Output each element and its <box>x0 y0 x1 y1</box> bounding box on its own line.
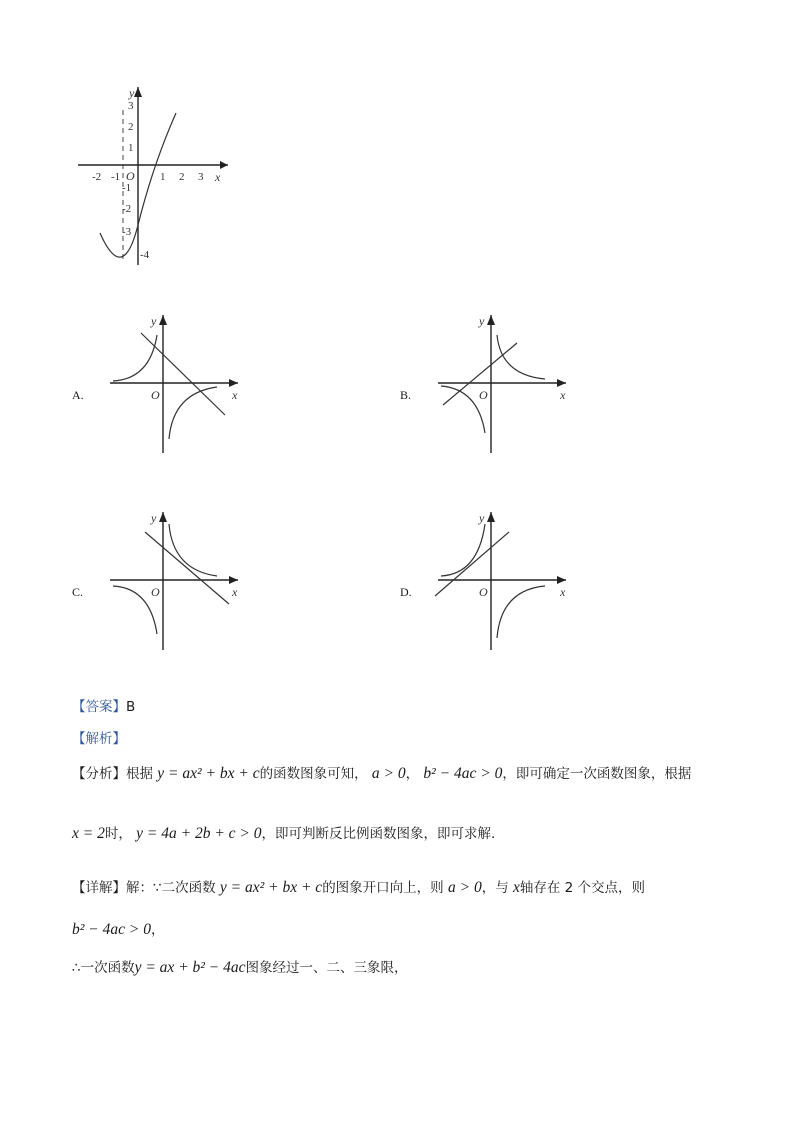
xiangjie-formula-discriminant: b² − 4ac > 0 <box>72 921 151 938</box>
option-b-label: B. <box>400 388 412 402</box>
xiangjie-formula-a: a > 0 <box>447 879 482 896</box>
xiangjie-text-5: ， <box>150 922 165 938</box>
option-c-y-label: y <box>151 511 157 525</box>
xiangjie-formula-x: x <box>513 879 520 896</box>
option-c-x-label: x <box>232 585 238 599</box>
fenxi-text-6: ，即可判断反比例函数图象，即可求解. <box>261 826 496 842</box>
tick-y-neg2: -2 <box>122 203 132 215</box>
option-d-x-label: x <box>560 585 566 599</box>
fenxi-formula-x2: x = 2 <box>72 825 105 842</box>
fenxi-formula-value: y = 4a + 2b + c > 0 <box>136 825 262 842</box>
fenxi-formula-quadratic: y = ax² + bx + c <box>157 765 260 782</box>
xiangjie-text-6: ∴一次函数 <box>72 960 135 976</box>
tick-y-neg3: -3 <box>122 226 132 238</box>
analysis-heading <box>72 727 126 747</box>
analysis-tag: 【解析】 <box>72 731 126 747</box>
tick-x-neg1: -1 <box>111 171 121 183</box>
tick-y-3: 3 <box>128 100 134 112</box>
tick-y-2: 2 <box>128 121 134 133</box>
answer-line <box>72 695 135 715</box>
xiangjie-line-3 <box>72 956 408 977</box>
fenxi-text-4: ，即可确定一次函数图象，根据 <box>502 766 692 782</box>
fenxi-line-1 <box>72 762 691 783</box>
option-d-label: D. <box>400 585 412 599</box>
xiangjie-text-2: 的图象开口向上，则 <box>322 880 444 896</box>
option-a-origin: O <box>151 388 160 402</box>
axis-x-label: x <box>215 170 221 184</box>
option-a-graph <box>105 313 245 453</box>
option-c-origin: O <box>151 585 160 599</box>
tick-x-3: 3 <box>198 171 204 183</box>
tick-x-2: 2 <box>179 171 185 183</box>
option-d-y-label: y <box>479 511 485 525</box>
xiangjie-formula-linear: y = ax + b² − 4ac <box>134 959 246 976</box>
fenxi-formula-a: a > 0 <box>371 765 406 782</box>
option-b-origin: O <box>479 388 488 402</box>
tick-x-neg2: -2 <box>92 171 102 183</box>
option-d-origin: O <box>479 585 488 599</box>
axis-y-label: y <box>129 86 135 100</box>
fenxi-text-2: 的函数图象可知， <box>259 766 368 782</box>
fenxi-formula-discriminant: b² − 4ac > 0 <box>423 765 503 782</box>
fenxi-text-5: 时， <box>104 826 132 842</box>
xiangjie-tag: 【详解】 <box>72 880 126 896</box>
parabola-graph <box>78 85 248 275</box>
fenxi-text-3: ， <box>405 766 420 782</box>
option-c-graph <box>105 510 245 650</box>
option-b-y-label: y <box>479 314 485 328</box>
tick-y-neg4: -4 <box>140 249 150 261</box>
option-d-graph <box>433 510 573 650</box>
answer-value: B <box>126 699 136 715</box>
xiangjie-text-3: ，与 <box>481 880 509 896</box>
option-b-graph <box>433 313 573 453</box>
tick-x-1: 1 <box>160 171 166 183</box>
xiangjie-text-4: 轴存在 2 个交点，则 <box>519 880 646 896</box>
xiangjie-text-1: 解：∵二次函数 <box>126 880 216 896</box>
fenxi-line-2 <box>72 822 495 843</box>
option-b-x-label: x <box>560 388 566 402</box>
xiangjie-text-7: 图象经过一、二、三象限， <box>245 960 408 976</box>
tick-y-neg1: -1 <box>122 182 132 194</box>
option-a-label: A. <box>72 388 84 402</box>
option-c-label: C. <box>72 585 84 599</box>
option-a-y-label: y <box>151 314 157 328</box>
answer-tag: 【答案】 <box>72 699 126 715</box>
fenxi-tag: 【分析】 <box>72 766 126 782</box>
xiangjie-line-2 <box>72 918 164 939</box>
tick-y-1: 1 <box>128 142 134 154</box>
origin-label: O <box>126 169 135 183</box>
fenxi-text-1: 根据 <box>126 766 153 782</box>
option-a-x-label: x <box>232 388 238 402</box>
xiangjie-formula-quadratic: y = ax² + bx + c <box>219 879 323 896</box>
xiangjie-line-1 <box>72 876 645 897</box>
